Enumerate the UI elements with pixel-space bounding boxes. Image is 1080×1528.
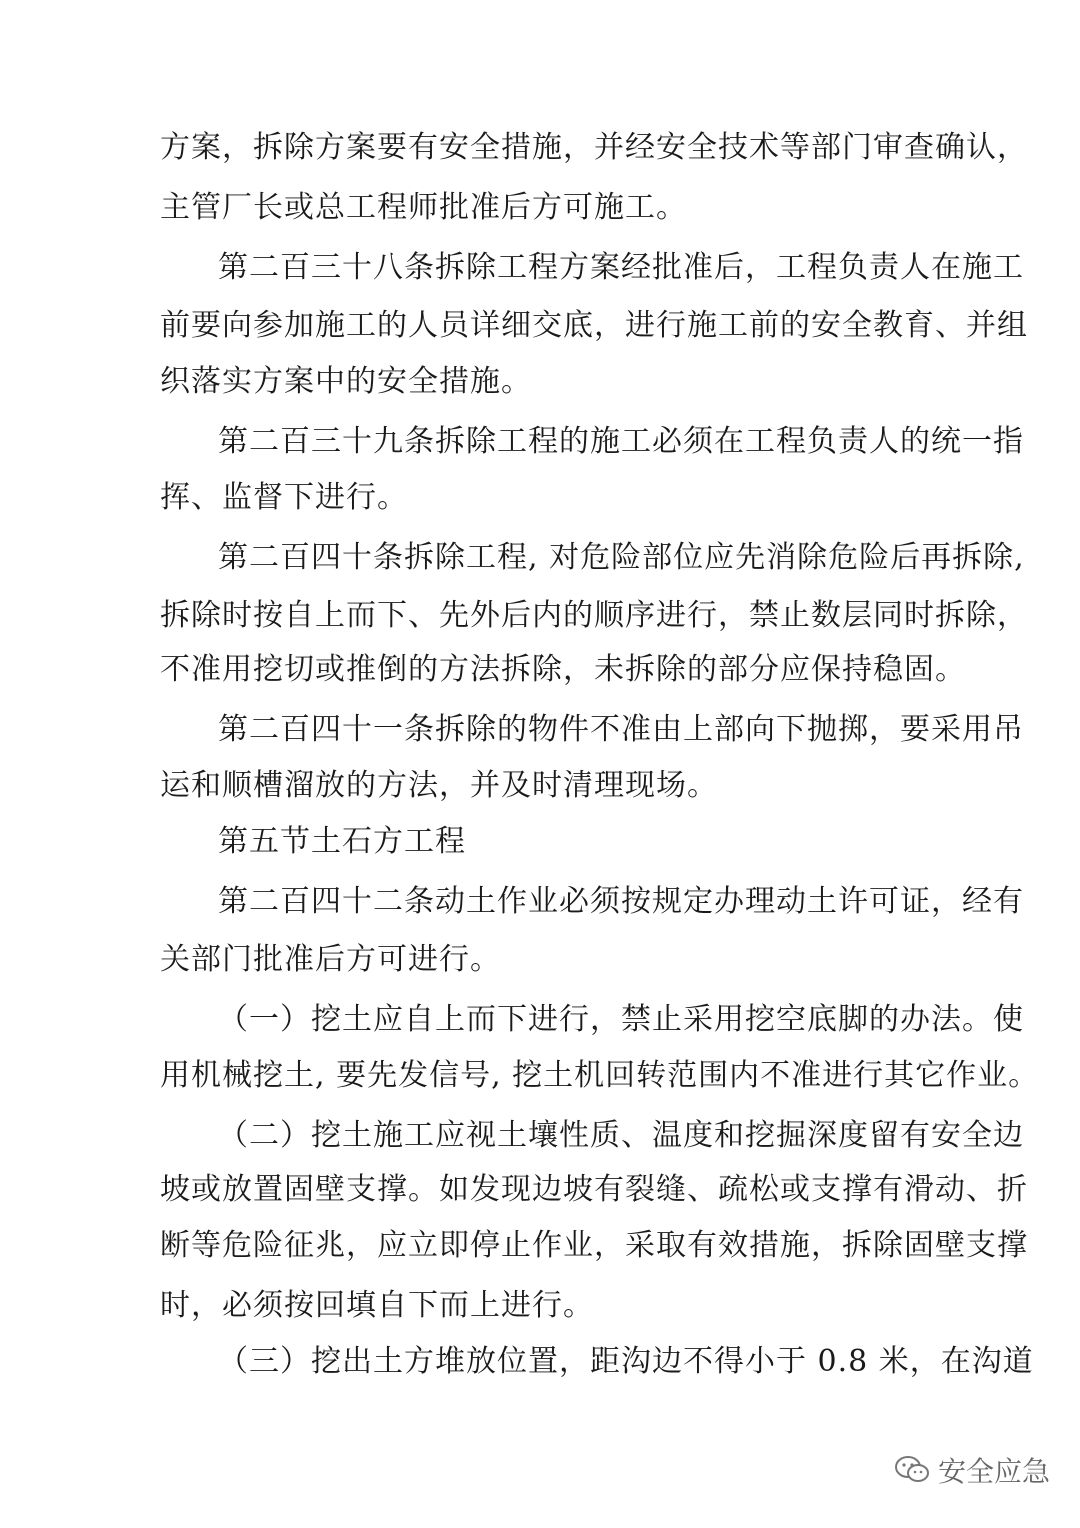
text-line-19: 坡或放置固壁支撑。如发现边坡有裂缝、疏松或支撑有滑动、折: [160, 1172, 1028, 1207]
text-line-22: （三）挖出土方堆放位置，距沟边不得小于 0.8 米，在沟道: [218, 1344, 1034, 1379]
text-line-6: 第二百三十九条拆除工程的施工必须在工程负责人的统一指: [218, 424, 1024, 459]
text-line-4: 前要向参加施工的人员详细交底，进行施工前的安全教育、并组: [160, 308, 1028, 343]
text-line-18: （二）挖土施工应视土壤性质、温度和挖掘深度留有安全边: [218, 1118, 1024, 1153]
watermark-text: 安全应急: [937, 1455, 1050, 1488]
text-line-12: 运和顺槽溜放的方法，并及时清理现场。: [160, 768, 718, 803]
text-line-21: 时，必须按回填自下而上进行。: [160, 1288, 594, 1323]
text-line-9: 拆除时按自上而下、先外后内的顺序进行，禁止数层同时拆除，: [160, 598, 1028, 633]
text-line-10: 不准用挖切或推倒的方法拆除，未拆除的部分应保持稳固。: [160, 652, 966, 687]
text-line-7: 挥、监督下进行。: [160, 480, 408, 515]
text-line-11: 第二百四十一条拆除的物件不准由上部向下抛掷，要采用吊: [218, 712, 1024, 747]
text-line-5: 织落实方案中的安全措施。: [160, 364, 532, 399]
text-line-20: 断等危险征兆，应立即停止作业，采取有效措施，拆除固壁支撑: [160, 1228, 1028, 1263]
text-line-2: 主管厂长或总工程师批准后方可施工。: [160, 190, 687, 225]
text-line-8: 第二百四十条拆除工程, 对危险部位应先消除危险后再拆除,: [218, 540, 1025, 575]
text-line-15: 关部门批准后方可进行。: [160, 942, 501, 977]
text-line-1: 方案，拆除方案要有安全措施，并经安全技术等部门审查确认，: [160, 130, 1028, 165]
text-line-3: 第二百三十八条拆除工程方案经批准后，工程负责人在施工: [218, 250, 1024, 285]
watermark: [894, 1450, 1050, 1490]
text-line-16: （一）挖土应自上而下进行，禁止采用挖空底脚的办法。使: [218, 1002, 1024, 1037]
wechat-icon: [894, 1455, 930, 1485]
text-line-17: 用机械挖土, 要先发信号, 挖土机回转范围内不准进行其它作业。: [160, 1058, 1040, 1093]
section-heading: 第五节土石方工程: [218, 824, 466, 859]
text-line-14: 第二百四十二条动土作业必须按规定办理动土许可证，经有: [218, 884, 1024, 919]
